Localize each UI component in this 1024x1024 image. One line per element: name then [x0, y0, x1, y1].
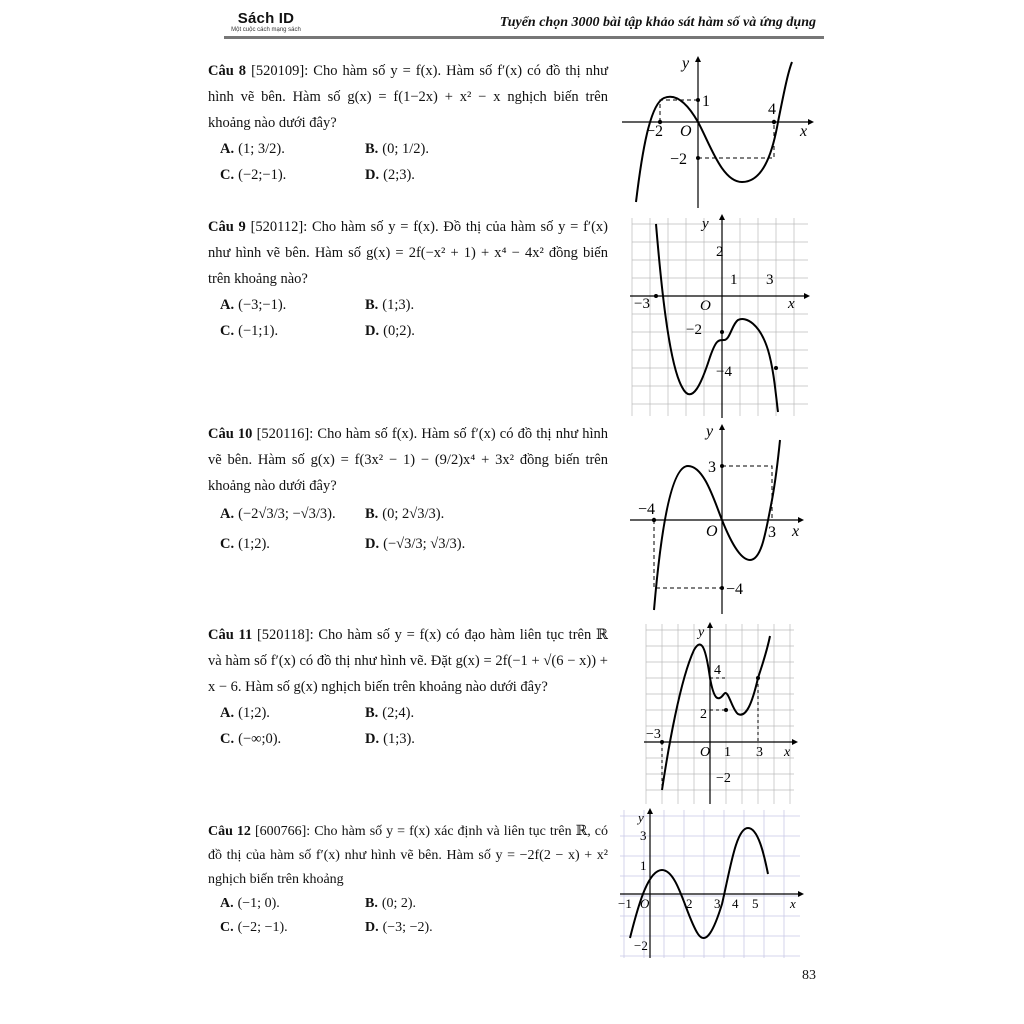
option-key: A. — [220, 705, 235, 721]
option-value: (−∞;0). — [238, 731, 282, 747]
option-value: (1;2). — [238, 536, 270, 552]
option-key: D. — [365, 536, 380, 552]
x-axis-arrow-icon — [808, 119, 814, 125]
logo-slogan: Một cuộc cách mạng sách — [231, 27, 301, 33]
option-c[interactable] — [220, 162, 365, 188]
book-title: Tuyển chọn 3000 bài tập khảo sát hàm số và ứng dụng — [499, 15, 816, 30]
question-label: Câu 10 — [208, 426, 253, 442]
origin-label: O — [700, 745, 711, 760]
option-key: D. — [365, 731, 380, 747]
y-label: y — [698, 625, 705, 640]
question-10 — [208, 421, 608, 559]
option-key: A. — [220, 506, 235, 522]
question-label: Câu 12 — [208, 824, 251, 839]
tick-label: 3 — [756, 745, 763, 760]
option-value: (−2; −1). — [237, 920, 288, 935]
origin-label: O — [706, 523, 718, 540]
y-axis-arrow-icon — [695, 56, 701, 62]
y-label: y — [702, 216, 709, 232]
point — [756, 676, 760, 680]
options — [220, 292, 608, 344]
option-key: B. — [365, 297, 379, 313]
x-axis-arrow-icon — [804, 293, 810, 299]
options — [220, 136, 608, 188]
question-code: [520118] — [256, 627, 310, 643]
option-d[interactable] — [365, 162, 608, 188]
options — [220, 499, 608, 559]
question-8 — [208, 58, 608, 188]
tick-label: 1 — [640, 858, 647, 873]
graph-question-11 — [640, 620, 800, 806]
tick-label: −2 — [646, 123, 664, 140]
point — [720, 464, 724, 468]
option-key: C. — [220, 920, 234, 935]
option-key: C. — [220, 167, 235, 183]
option-value: (−3;−1). — [238, 297, 287, 313]
options — [220, 700, 608, 752]
option-c[interactable] — [220, 529, 365, 559]
option-value: (1;2). — [238, 705, 270, 721]
option-value: (−2;−1). — [238, 167, 287, 183]
origin-label: O — [680, 123, 692, 140]
x-label: x — [800, 123, 808, 140]
point — [652, 518, 656, 522]
option-key: C. — [220, 536, 235, 552]
option-value: (−2√3/3; −√3/3). — [238, 506, 336, 522]
point — [720, 330, 724, 334]
tick-label: 1 — [724, 745, 731, 760]
tick-label: 1 — [730, 272, 738, 288]
y-label: y — [706, 423, 714, 440]
option-c[interactable] — [220, 318, 365, 344]
option-value: (−√3/3; √3/3). — [383, 536, 466, 552]
option-key: D. — [365, 167, 380, 183]
x-axis-arrow-icon — [798, 891, 804, 897]
option-value: (0; 2√3/3). — [382, 506, 445, 522]
option-a[interactable] — [220, 292, 365, 318]
question-9-stem: Câu 9 [520112]: Cho hàm số y = f(x). Đồ thị của hàm số y = f′(x) như hình vẽ bên. Hàm số g(x) = 2f(−x² + 1) + x⁴ − 4x² đồng biến trên khoảng nào? — [208, 219, 608, 287]
option-key: A. — [220, 141, 235, 157]
tick-label: 3 — [714, 896, 721, 911]
graph-question-12 — [614, 806, 810, 962]
tick-label: 3 — [640, 828, 647, 843]
tick-label: 2 — [700, 707, 707, 722]
option-value: (1;3). — [383, 731, 415, 747]
y-label: y — [682, 55, 690, 72]
option-a[interactable] — [220, 136, 365, 162]
option-value: (−1;1). — [238, 323, 279, 339]
question-code: [600766] — [254, 824, 307, 839]
question-text: Cho hàm số y = f(x) có đạo hàm liên tục trên ℝ và hàm số f′(x) có đồ thị như hình vẽ. Đặt g(x) = 2f(−1 + √(6 − x)) + x − 6. Hàm số g(x) nghịch biến trên khoảng nào dưới đây? — [208, 627, 608, 695]
question-text: Cho hàm số f(x). Hàm số f′(x) có đồ thị như hình vẽ bên. Hàm số g(x) = f(3x² − 1) − (9/2)x⁴ + 3x² đồng biến trên khoảng nào dưới đây? — [208, 426, 609, 494]
option-a[interactable] — [220, 499, 365, 529]
y-label: y — [638, 810, 644, 825]
options — [220, 892, 608, 940]
x-label: x — [788, 296, 795, 312]
option-value: (0;2). — [383, 323, 415, 339]
option-key: D. — [365, 323, 380, 339]
option-a[interactable] — [220, 892, 365, 916]
question-code: [520116] — [256, 426, 310, 442]
option-key: A. — [220, 896, 234, 911]
graph-question-10 — [626, 420, 812, 616]
question-label: Câu 9 — [208, 219, 246, 235]
option-d[interactable] — [365, 916, 608, 940]
question-9 — [208, 214, 608, 344]
tick-label: 2 — [686, 896, 693, 911]
y-axis-arrow-icon — [719, 424, 725, 430]
option-c[interactable] — [220, 726, 365, 752]
origin-label: O — [640, 896, 650, 911]
tick-label: −1 — [618, 896, 632, 911]
tick-label: −4 — [726, 581, 744, 598]
point — [724, 708, 728, 712]
option-b[interactable] — [365, 136, 608, 162]
y-axis-arrow-icon — [707, 622, 713, 628]
tick-label: −3 — [634, 296, 650, 312]
tick-label: 4 — [732, 896, 739, 911]
graph-question-8 — [618, 52, 818, 212]
option-c[interactable] — [220, 916, 365, 940]
question-11 — [208, 622, 608, 752]
question-8-stem: Câu 8 [520109]: Cho hàm số y = f(x). Hàm số f′(x) có đồ thị như hình vẽ bên. Hàm số g(x) = f(1−2x) + x² − x nghịch biến trên khoảng nào dưới đây? — [208, 63, 609, 131]
option-d[interactable] — [365, 318, 608, 344]
guide-lines — [660, 100, 774, 158]
option-key: C. — [220, 323, 235, 339]
derivative-curve — [630, 828, 768, 938]
tick-label: 3 — [768, 524, 776, 541]
option-key: A. — [220, 297, 235, 313]
header-divider — [224, 36, 824, 39]
option-key: C. — [220, 731, 235, 747]
option-b[interactable] — [365, 700, 608, 726]
option-value: (0; 2). — [381, 896, 417, 911]
option-d[interactable] — [365, 529, 608, 559]
option-a[interactable] — [220, 700, 365, 726]
question-12 — [208, 820, 608, 940]
tick-label: 1 — [702, 93, 710, 110]
tick-label: −2 — [670, 151, 688, 168]
x-label: x — [784, 745, 791, 760]
option-value: (−3; −2). — [382, 920, 433, 935]
point — [696, 98, 700, 102]
option-key: B. — [365, 896, 378, 911]
option-key: B. — [365, 705, 379, 721]
graph-question-9 — [626, 212, 814, 422]
tick-label: 4 — [768, 101, 776, 118]
x-axis-arrow-icon — [792, 739, 798, 745]
question-code: [520109] — [251, 63, 305, 79]
x-label: x — [790, 896, 796, 911]
origin-label: O — [700, 298, 711, 314]
option-key: D. — [365, 920, 379, 935]
option-b[interactable] — [365, 499, 608, 529]
question-10-stem: Câu 10 [520116]: Cho hàm số f(x). Hàm số f′(x) có đồ thị như hình vẽ bên. Hàm số g(x) = f(3x² − 1) − (9/2)x⁴ + 3x² đồng biến trên khoảng nào dưới đây? — [208, 426, 609, 494]
option-b[interactable] — [365, 292, 608, 318]
tick-label: 3 — [766, 272, 774, 288]
option-value: (0; 1/2). — [382, 141, 430, 157]
option-d[interactable] — [365, 726, 608, 752]
question-11-stem: Câu 11 [520118]: Cho hàm số y = f(x) có đạo hàm liên tục trên ℝ và hàm số f′(x) có đồ thị như hình vẽ. Đặt g(x) = 2f(−1 + √(6 − x)) + x − 6. Hàm số g(x) nghịch biến trên khoảng nào dưới đây? — [208, 627, 608, 695]
question-text: Cho hàm số y = f(x). Đồ thị của hàm số y = f′(x) như hình vẽ bên. Hàm số g(x) = 2f(−x² + 1) + x⁴ − 4x² đồng biến trên khoảng nào? — [208, 219, 608, 287]
y-axis-arrow-icon — [647, 808, 653, 814]
page-number: 83 — [802, 968, 816, 983]
tick-label: 3 — [708, 459, 716, 476]
tick-label: 2 — [716, 244, 724, 260]
logo-name: Sách ID — [237, 10, 295, 27]
question-label: Câu 11 — [208, 627, 253, 643]
question-code: [520112] — [250, 219, 304, 235]
tick-label: 5 — [752, 896, 759, 911]
option-value: (−1; 0). — [237, 896, 280, 911]
option-value: (1;3). — [382, 297, 415, 313]
question-text: Cho hàm số y = f(x) xác định và liên tục trên ℝ, có đồ thị của hàm số f′(x) như hình vẽ bên. Hàm số y = −2f(2 − x) + x² nghịch biến trên khoảng — [208, 824, 609, 887]
option-key: B. — [365, 506, 379, 522]
option-key: B. — [365, 141, 379, 157]
publisher-logo — [226, 10, 306, 33]
option-value: (2;4). — [382, 705, 415, 721]
tick-label: −2 — [686, 322, 702, 338]
option-value: (2;3). — [383, 167, 415, 183]
question-12-stem: Câu 12 [600766]: Cho hàm số y = f(x) xác định và liên tục trên ℝ, có đồ thị của hàm số f′(x) như hình vẽ bên. Hàm số y = −2f(2 − x) + x² nghịch biến trên khoảng — [208, 824, 609, 887]
point — [696, 156, 700, 160]
tick-label: −4 — [716, 364, 732, 380]
point — [654, 294, 658, 298]
tick-label: −2 — [634, 938, 648, 953]
question-text: Cho hàm số y = f(x). Hàm số f′(x) có đồ thị như hình vẽ bên. Hàm số g(x) = f(1−2x) + x² − x nghịch biến trên khoảng nào dưới đây? — [208, 63, 609, 131]
point — [720, 586, 724, 590]
y-axis-arrow-icon — [719, 214, 725, 220]
tick-label: 4 — [714, 663, 721, 678]
tick-label: −2 — [716, 771, 731, 786]
point — [772, 120, 776, 124]
point — [774, 366, 778, 370]
tick-label: −3 — [646, 727, 661, 742]
option-value: (1; 3/2). — [238, 141, 285, 157]
x-label: x — [792, 523, 800, 540]
option-b[interactable] — [365, 892, 608, 916]
question-label: Câu 8 — [208, 63, 247, 79]
tick-label: −4 — [638, 501, 656, 518]
